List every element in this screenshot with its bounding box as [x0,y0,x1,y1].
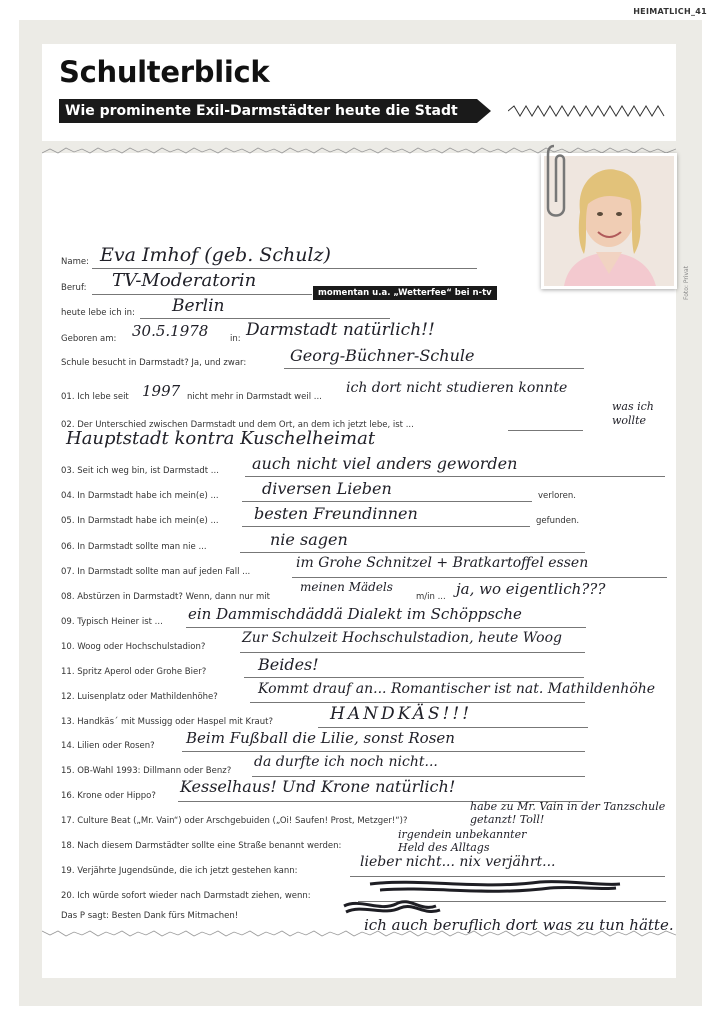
answer-19: lieber nicht... nix verjährt... [360,854,556,870]
answer-beruf: TV-Moderatorin [112,270,257,291]
label-schule: Schule besucht in Darmstadt? Ja, und zwar: [61,358,247,368]
question-13: 13. Handkäs´ mit Mussigg oder Haspel mit Kraut? [61,717,273,727]
answer-02: Hauptstadt kontra Kuschelheimat [66,428,376,449]
label-wohnort: heute lebe ich in: [61,308,135,318]
zigzag-line-icon [508,104,668,118]
question-03: 03. Seit ich weg bin, ist Darmstadt ... [61,466,219,476]
question-08-cont: m/in ... [416,592,446,602]
answer-01: ich dort nicht studieren konnte [346,380,568,396]
answer-schule: Georg-Büchner-Schule [290,346,475,365]
question-02: 02. Der Unterschied zwischen Darmstadt und dem Ort, an dem ich jetzt lebe, ist ... [61,420,414,430]
answer-line [292,577,667,578]
question-20: 20. Ich würde sofort wieder nach Darmstadt ziehen, wenn: [61,891,311,901]
answer-line [186,627,586,628]
answer-15: da durfte ich noch nicht... [254,754,438,770]
answer-line [242,526,530,527]
answer-08: ja, wo eigentlich??? [456,580,606,598]
page-title: Schulterblick [59,55,270,89]
answer-13: HANDKÄS!!! [330,704,473,724]
badge-wetterfee: momentan u.a. „Wetterfee“ bei n-tv [313,286,497,300]
page-header-tag: HEIMATLICH_41 [633,7,707,16]
answer-line [242,501,532,502]
subtitle-arrow-icon [477,99,491,123]
answer-07: im Grohe Schnitzel + Bratkartoffel essen [296,555,589,571]
label-beruf: Beruf: [61,283,87,293]
question-14: 14. Lilien oder Rosen? [61,741,155,751]
question-04: 04. In Darmstadt habe ich mein(e) ... [61,491,219,501]
closing-text: Das P sagt: Besten Dank fürs Mitmachen! [61,911,239,921]
question-17: 17. Culture Beat („Mr. Vain“) oder Arschgebuiden („Oi! Saufen! Prost, Metzger!“)? [61,816,408,826]
question-01: 01. Ich lebe seit [61,392,129,402]
question-11: 11. Spritz Aperol oder Grohe Bier? [61,667,207,677]
answer-line [250,702,585,703]
answer-line [284,368,584,369]
label-name: Name: [61,257,89,267]
label-geburtsort: in: [230,334,241,344]
question-01-cont: nicht mehr in Darmstadt weil ... [187,392,322,402]
answer-02-margin: was ich wollte [612,400,654,427]
answer-17: habe zu Mr. Vain in der Tanzschule getanzt! Toll! [470,800,666,826]
question-16: 16. Krone oder Hippo? [61,791,156,801]
question-10: 10. Woog oder Hochschulstadion? [61,642,206,652]
subtitle-bar: Wie prominente Exil-Darmstädter heute die Stadt sehen [59,99,477,123]
answer-06: nie sagen [270,530,348,549]
answer-name: Eva Imhof (geb. Schulz) [100,244,331,266]
answer-line [240,552,585,553]
question-09: 09. Typisch Heiner ist ... [61,617,163,627]
answer-09: ein Dammischdäddä Dialekt im Schöppsche [188,605,522,623]
answer-04: diversen Lieben [262,479,392,498]
answer-11: Beides! [258,655,319,674]
answer-01-year: 1997 [142,382,181,400]
answer-14: Beim Fußball die Lilie, sonst Rosen [186,729,455,747]
answer-line [140,318,390,319]
question-07: 07. In Darmstadt sollte man auf jeden Fall ... [61,567,251,577]
answer-18: irgendein unbekannter Held des Alltags [398,828,527,854]
question-04-suffix: verloren. [538,491,576,501]
answer-line [244,677,584,678]
scribble-crossout [340,876,630,918]
answer-geburtsort: Darmstadt natürlich!! [246,320,435,340]
answer-03: auch nicht viel anders geworden [252,454,518,473]
question-12: 12. Luisenplatz oder Mathildenhöhe? [61,692,218,702]
label-geboren: Geboren am: [61,334,117,344]
photo-credit: Foto: Privat [683,265,690,300]
answer-16: Kesselhaus! Und Krone natürlich! [180,777,456,796]
title-card [42,44,676,141]
answer-line [182,751,585,752]
question-15: 15. OB-Wahl 1993: Dillmann oder Benz? [61,766,232,776]
paperclip-icon [544,142,574,222]
question-05: 05. In Darmstadt habe ich mein(e) ... [61,516,219,526]
answer-10: Zur Schulzeit Hochschulstadion, heute Woog [242,630,562,646]
question-08: 08. Abstürzen in Darmstadt? Wenn, dann nur mit [61,592,270,602]
answer-12: Kommt drauf an... Romantischer ist nat. Mathildenhöhe [258,681,656,697]
answer-line [92,268,477,269]
answer-08-pre: meinen Mädels [300,580,393,594]
question-19: 19. Verjährte Jugendsünde, die ich jetzt gestehen kann: [61,866,298,876]
answer-line [508,430,583,431]
subtitle-arrow-inner-icon [493,102,504,120]
answer-line [92,294,312,295]
answer-line [240,652,585,653]
question-05-suffix: gefunden. [536,516,580,526]
answer-line [318,727,588,728]
question-06: 06. In Darmstadt sollte man nie ... [61,542,207,552]
answer-geburtsdatum: 30.5.1978 [132,322,209,340]
answer-05: besten Freundinnen [254,504,418,523]
question-18: 18. Nach diesem Darmstädter sollte eine Straße benannt werden: [61,841,342,851]
answer-20: ich auch beruflich dort was zu tun hätte. [364,916,674,934]
answer-line [245,476,665,477]
answer-wohnort: Berlin [172,296,225,316]
